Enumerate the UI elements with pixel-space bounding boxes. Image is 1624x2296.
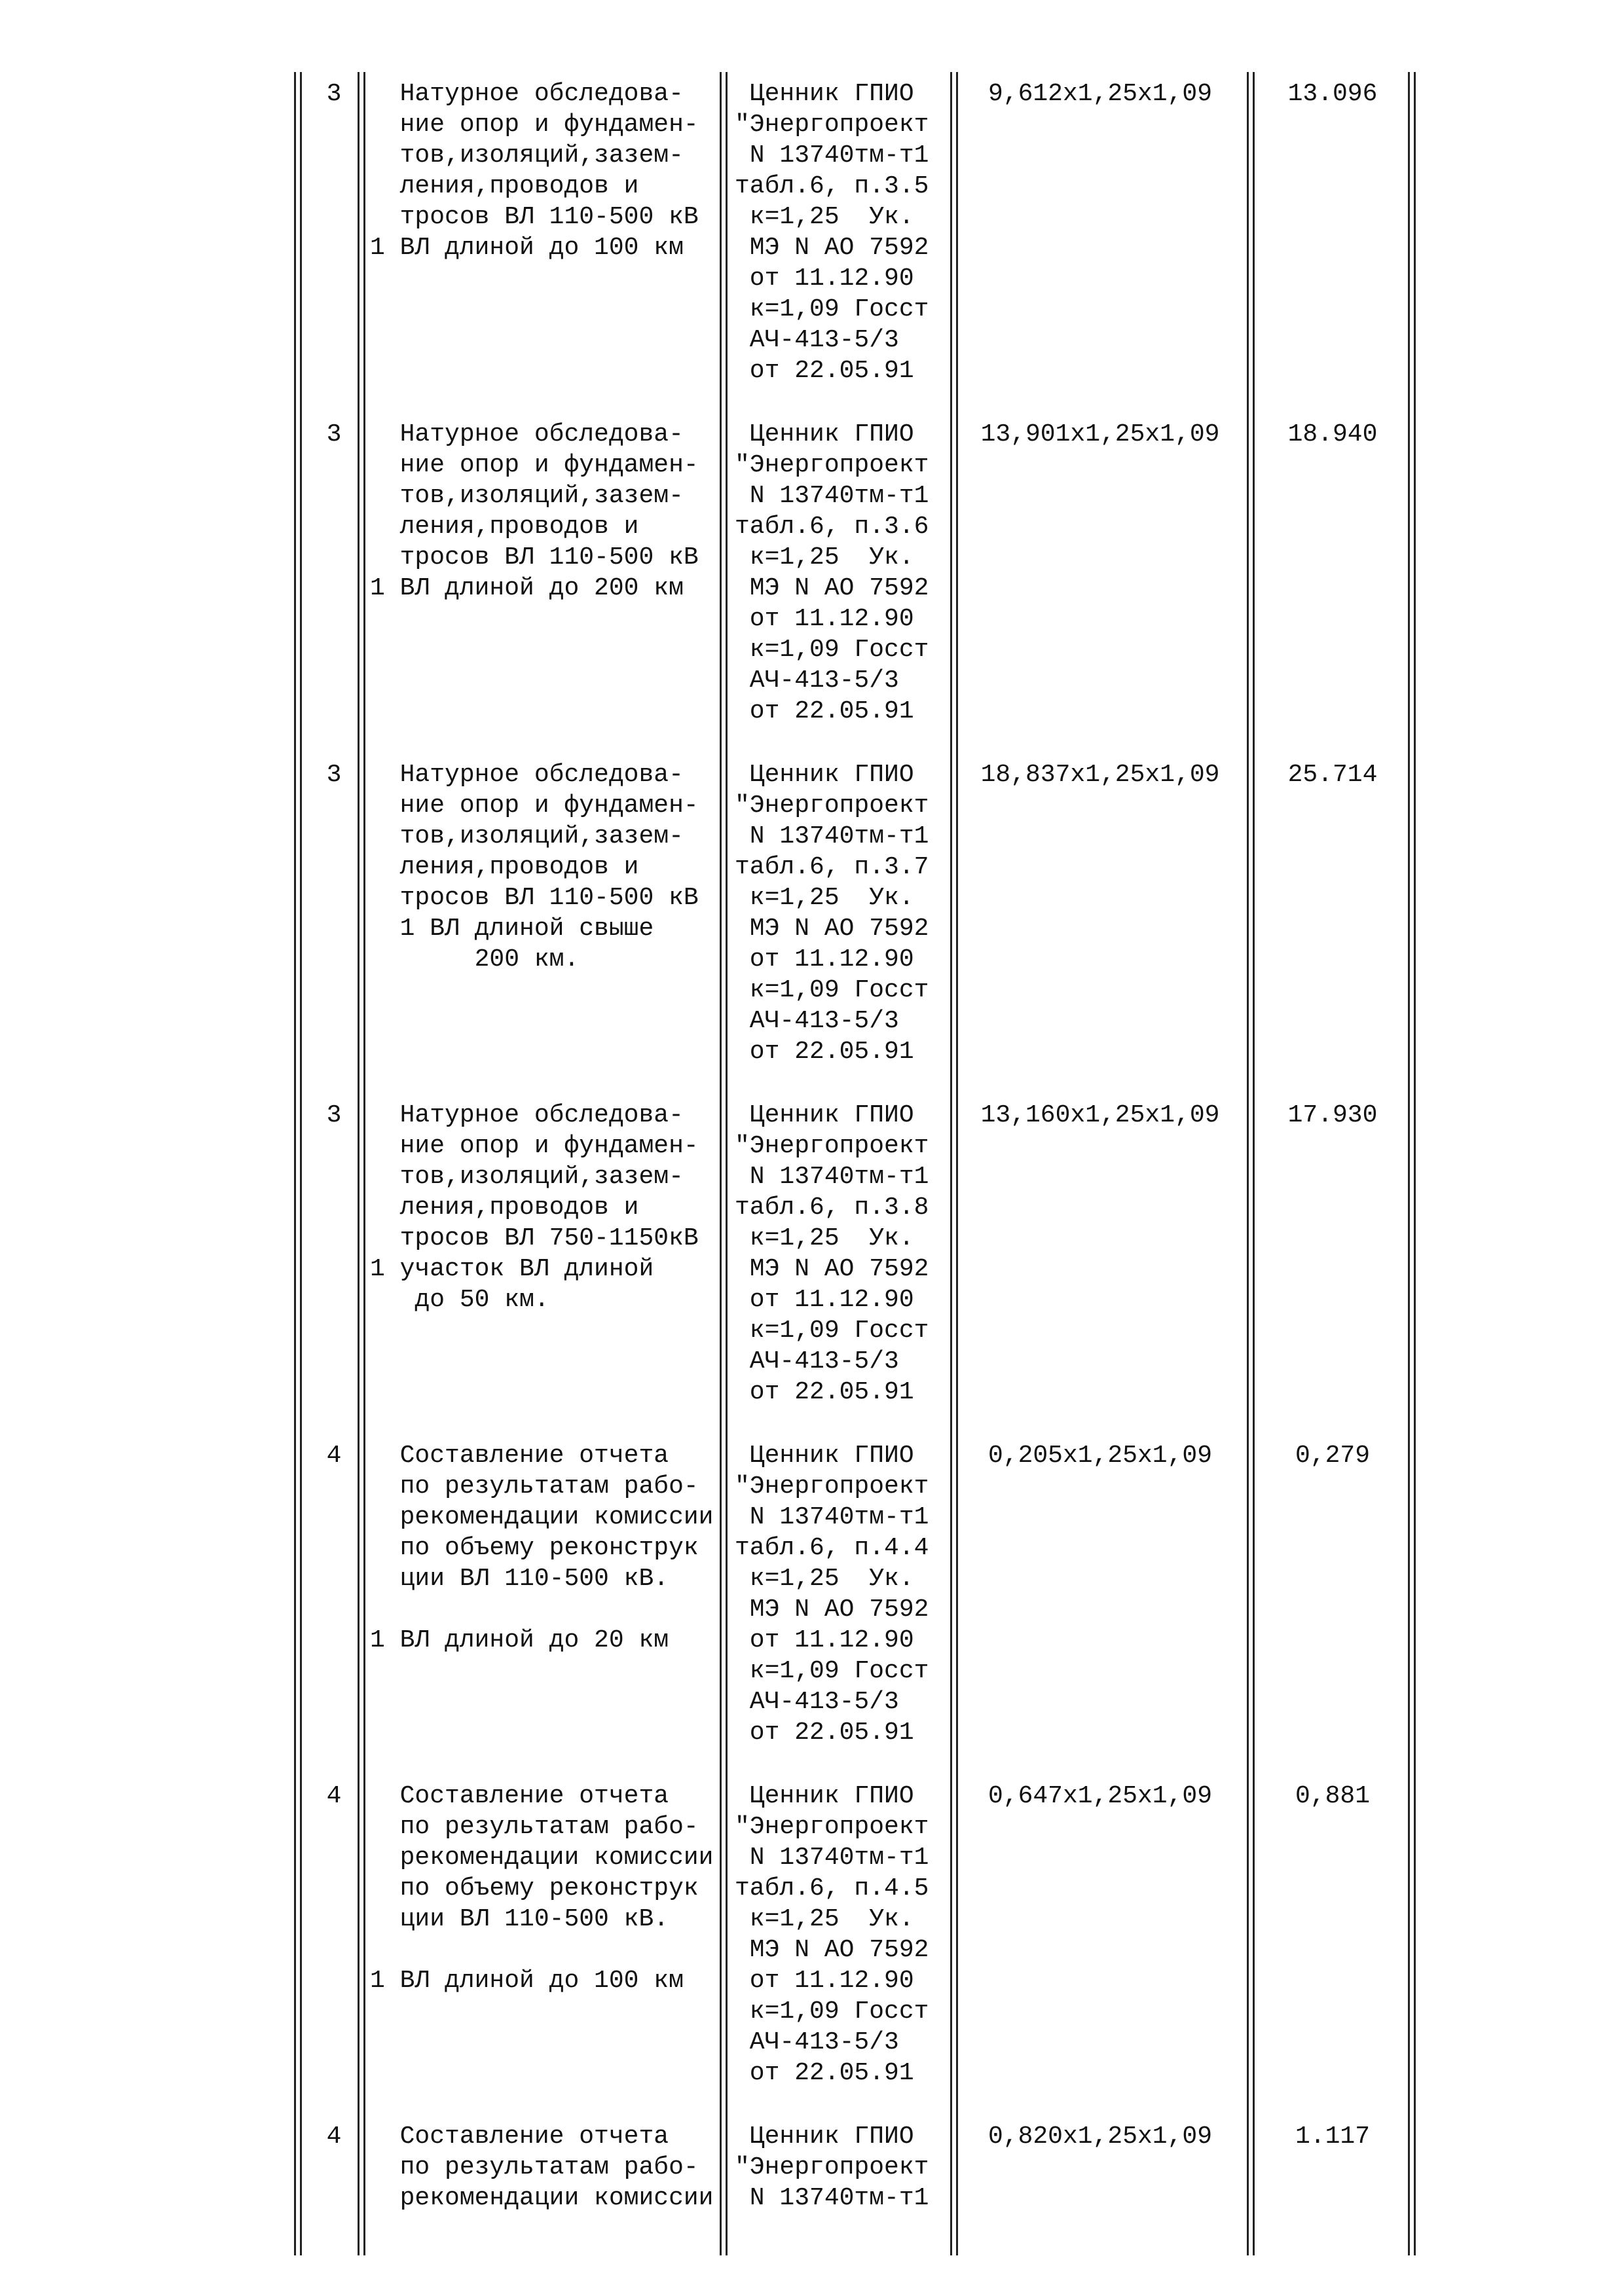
calculation-formula: 0,205x1,25x1,09 [987, 1442, 1213, 1470]
price-reference-line: от 22.05.91 [735, 1038, 914, 1066]
row-number: 3 [326, 420, 342, 448]
cost-value: 25.714 [1287, 761, 1378, 789]
row-number: 4 [326, 1442, 342, 1470]
price-reference-line: АЧ-413-5/3 [735, 2028, 899, 2056]
description-line: тов,изоляций,зазем- [370, 482, 684, 510]
description-line: до 50 км. [370, 1286, 549, 1314]
price-reference-line: N 13740тм-т1 [735, 1503, 929, 1531]
description-line: тросов ВЛ 110-500 кВ [370, 884, 699, 912]
price-reference-line: к=1,09 Госст [735, 636, 929, 664]
description-line: тросов ВЛ 750-1150кВ [370, 1224, 699, 1252]
price-reference-line: Ценник ГПИО [735, 761, 914, 789]
description-line: 1 ВЛ длиной до 100 км [370, 1967, 684, 1995]
description-line: рекомендации комиссии [370, 1844, 714, 1872]
calculation-formula: 13,160x1,25x1,09 [980, 1101, 1220, 1129]
description-line: по результатам рабо- [370, 1813, 699, 1841]
price-reference-line: "Энергопроект [735, 1813, 929, 1841]
price-reference [735, 1781, 954, 2088]
row-number: 3 [326, 80, 342, 108]
price-reference-line: "Энергопроект [735, 1472, 929, 1501]
price-reference-line: МЭ N АО 7592 [735, 915, 929, 943]
price-reference-line: от 22.05.91 [735, 697, 914, 725]
price-reference-line: N 13740тм-т1 [735, 2184, 929, 2212]
price-reference-line: "Энергопроект [735, 451, 929, 479]
price-reference-line: от 22.05.91 [735, 2059, 914, 2087]
price-reference-line: к=1,09 Госст [735, 295, 929, 323]
description-line: ления,проводов и [370, 1194, 639, 1222]
description-line: Составление отчета [370, 1782, 669, 1810]
description-line: тросов ВЛ 110-500 кВ [370, 543, 699, 572]
price-reference-line: "Энергопроект [735, 2153, 929, 2181]
price-reference [735, 759, 954, 1067]
calculation-formula: 18,837x1,25x1,09 [980, 761, 1220, 789]
description-line: 1 участок ВЛ длиной [370, 1255, 654, 1283]
cost-value: 13.096 [1287, 80, 1378, 108]
price-reference-line: Ценник ГПИО [735, 1101, 914, 1129]
price-reference-line: МЭ N АО 7592 [735, 574, 929, 602]
description-line [370, 1935, 737, 1965]
price-reference [735, 79, 954, 386]
price-reference-line: Ценник ГПИО [735, 2123, 914, 2151]
price-reference [735, 1100, 954, 1408]
description-line: ние опор и фундамен- [370, 1132, 699, 1160]
price-reference-line: "Энергопроект [735, 1132, 929, 1160]
price-reference-line: АЧ-413-5/3 [735, 666, 899, 695]
table-border [1408, 72, 1416, 2255]
description-line: рекомендации комиссии [370, 2184, 714, 2212]
price-reference-line: табл.6, п.3.5 [735, 172, 929, 200]
work-description [370, 1440, 737, 1656]
description-line: ции ВЛ 110-500 кВ. [370, 1905, 669, 1933]
description-line: ления,проводов и [370, 513, 639, 541]
row-number: 4 [326, 2123, 342, 2151]
price-reference-line: табл.6, п.3.7 [735, 853, 929, 881]
row-number: 3 [326, 1101, 342, 1129]
price-reference-line: МЭ N АО 7592 [735, 1936, 929, 1964]
table-border [1247, 72, 1255, 2255]
price-reference [735, 1440, 954, 1748]
calculation-formula: 9,612x1,25x1,09 [987, 80, 1213, 108]
description-line: ления,проводов и [370, 853, 639, 881]
price-reference-line: к=1,09 Госст [735, 1657, 929, 1685]
price-reference-line: N 13740тм-т1 [735, 1844, 929, 1872]
price-reference [735, 2121, 954, 2214]
price-reference-line: к=1,25 Ук. [735, 884, 914, 912]
description-line: 1 ВЛ длиной свыше [370, 915, 654, 943]
description-line: Натурное обследова- [370, 420, 684, 448]
price-reference-line: к=1,25 Ук. [735, 203, 914, 231]
price-reference-line: к=1,09 Госст [735, 1317, 929, 1345]
description-line: Натурное обследова- [370, 80, 684, 108]
description-line: ние опор и фундамен- [370, 451, 699, 479]
price-reference-line: от 22.05.91 [735, 357, 914, 385]
cost-value: 0,279 [1295, 1442, 1371, 1470]
row-number: 4 [326, 1782, 342, 1810]
description-line: Натурное обследова- [370, 761, 684, 789]
description-line: 1 ВЛ длиной до 200 км [370, 574, 684, 602]
price-reference-line: МЭ N АО 7592 [735, 1595, 929, 1624]
description-line: 200 км. [370, 945, 580, 974]
price-reference-line: N 13740тм-т1 [735, 482, 929, 510]
description-line: тов,изоляций,зазем- [370, 1163, 684, 1191]
price-reference-line: от 22.05.91 [735, 1719, 914, 1747]
description-line: тов,изоляций,зазем- [370, 822, 684, 850]
work-description [370, 79, 737, 263]
price-reference-line: к=1,09 Госст [735, 1997, 929, 2026]
description-line: ции ВЛ 110-500 кВ. [370, 1565, 669, 1593]
price-reference-line: от 22.05.91 [735, 1378, 914, 1406]
price-reference-line: "Энергопроект [735, 792, 929, 820]
price-reference [735, 419, 954, 727]
description-line: Составление отчета [370, 1442, 669, 1470]
calculation-formula: 0,820x1,25x1,09 [987, 2123, 1213, 2151]
price-reference-line: табл.6, п.4.4 [735, 1534, 929, 1562]
work-description [370, 419, 737, 604]
price-reference-line: к=1,09 Госст [735, 976, 929, 1004]
table-border [294, 72, 302, 2255]
description-line: Натурное обследова- [370, 1101, 684, 1129]
description-line: по результатам рабо- [370, 1472, 699, 1501]
price-reference-line: к=1,25 Ук. [735, 543, 914, 572]
price-reference-line: от 11.12.90 [735, 945, 914, 974]
description-line: ления,проводов и [370, 172, 639, 200]
price-reference-line: от 11.12.90 [735, 605, 914, 633]
work-description [370, 1781, 737, 1996]
description-line: Составление отчета [370, 2123, 669, 2151]
work-description [370, 759, 737, 975]
cost-value: 0,881 [1295, 1782, 1371, 1810]
price-reference-line: N 13740тм-т1 [735, 1163, 929, 1191]
cost-value: 1.117 [1295, 2123, 1371, 2151]
price-reference-line: МЭ N АО 7592 [735, 234, 929, 262]
price-reference-line: АЧ-413-5/3 [735, 1347, 899, 1376]
price-reference-line: табл.6, п.3.6 [735, 513, 929, 541]
price-reference-line: N 13740тм-т1 [735, 822, 929, 850]
description-line: 1 ВЛ длиной до 100 км [370, 234, 684, 262]
price-reference-line: АЧ-413-5/3 [735, 326, 899, 354]
cost-value: 18.940 [1287, 420, 1378, 448]
description-line: 1 ВЛ длиной до 20 км [370, 1626, 669, 1654]
price-reference-line: Ценник ГПИО [735, 1442, 914, 1470]
row-number: 3 [326, 761, 342, 789]
table-border [358, 72, 365, 2255]
price-reference-line: к=1,25 Ук. [735, 1565, 914, 1593]
price-reference-line: к=1,25 Ук. [735, 1224, 914, 1252]
description-line: по объему реконструк [370, 1534, 699, 1562]
price-reference-line: от 11.12.90 [735, 1967, 914, 1995]
price-reference-line: от 11.12.90 [735, 1286, 914, 1314]
work-description [370, 1100, 737, 1315]
price-reference-line: от 11.12.90 [735, 1626, 914, 1654]
price-reference-line: от 11.12.90 [735, 264, 914, 293]
price-reference-line: табл.6, п.4.5 [735, 1874, 929, 1903]
work-description [370, 2121, 737, 2214]
description-line: по объему реконструк [370, 1874, 699, 1903]
description-line [370, 1594, 737, 1625]
price-reference-line: Ценник ГПИО [735, 420, 914, 448]
description-line: тов,изоляций,зазем- [370, 141, 684, 170]
price-reference-line: N 13740тм-т1 [735, 141, 929, 170]
cost-value: 17.930 [1287, 1101, 1378, 1129]
description-line: по результатам рабо- [370, 2153, 699, 2181]
price-reference-line: АЧ-413-5/3 [735, 1688, 899, 1716]
price-reference-line: Ценник ГПИО [735, 80, 914, 108]
price-reference-line: Ценник ГПИО [735, 1782, 914, 1810]
price-reference-line: "Энергопроект [735, 111, 929, 139]
price-reference-line: МЭ N АО 7592 [735, 1255, 929, 1283]
price-reference-line: табл.6, п.3.8 [735, 1194, 929, 1222]
description-line: ние опор и фундамен- [370, 111, 699, 139]
price-reference-line: к=1,25 Ук. [735, 1905, 914, 1933]
description-line: тросов ВЛ 110-500 кВ [370, 203, 699, 231]
price-reference-line: АЧ-413-5/3 [735, 1007, 899, 1035]
description-line: ние опор и фундамен- [370, 792, 699, 820]
description-line: рекомендации комиссии [370, 1503, 714, 1531]
calculation-formula: 0,647x1,25x1,09 [987, 1782, 1213, 1810]
calculation-formula: 13,901x1,25x1,09 [980, 420, 1220, 448]
